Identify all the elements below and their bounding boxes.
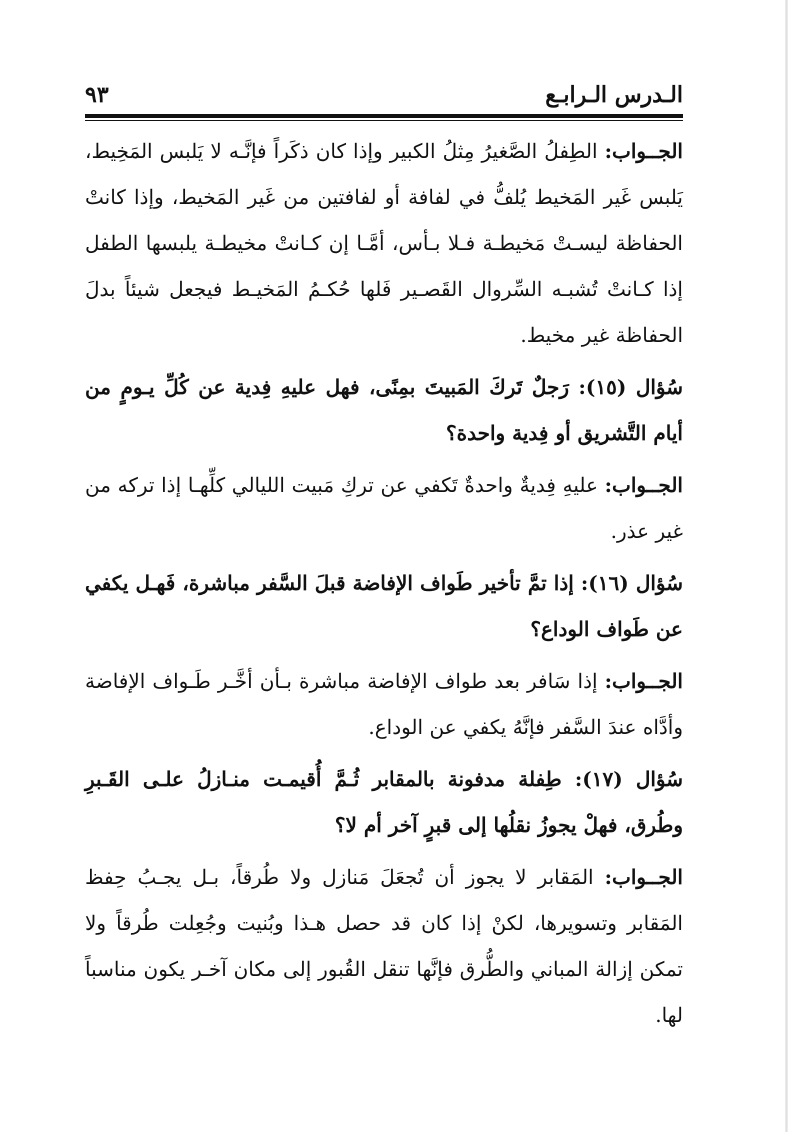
question-text: رَجلٌ تَركَ المَبيتَ بمِنًى، فهل عليهِ فِدية عن كُلِّ يـومٍ من أيام التَّشريق أو فِدية واحدة؟ — [85, 375, 683, 445]
answer-paragraph — [85, 854, 683, 1038]
answer-text: الطِفلُ الصَّغيرُ مِثلُ الكبير وإذا كان ذكَراً فإنَّـه لا يَلبس المَخِيط، يَلبس غَير المَخيط يُلفُّ في لفافة أو لفافتين من غَير المَخيط، وإذا كانتْ الحفاظة ليسـتْ مَخيطـة فـلا بـأس، أمَّـا إن كـانتْ مخيطـة يلبسها الطفل إذا كـانتْ تُشبـه السِّروال القَصـير فَلها حُكـمُ المَخيـط فيجعل شيئاً بدلَ الحفاظة غير مخيط. — [85, 139, 683, 347]
question-paragraph — [85, 756, 683, 848]
page-edge — [785, 0, 788, 1132]
answer-label: الجــواب: — [604, 139, 683, 163]
answer-label: الجــواب: — [604, 669, 683, 693]
answer-paragraph — [85, 658, 683, 750]
question-label: سُؤال (١٦): — [580, 571, 683, 595]
page-body — [85, 128, 683, 1038]
question-label: سُؤال (١٥): — [578, 375, 684, 399]
question-text: طِفلة مدفونة بالمقابر ثُـمَّ أُقيمـت منـازلُ علـى القَـبرِ وطُرق، فهلْ يجوزُ نقلُها إلى قبرٍ آخر أم لا؟ — [85, 767, 683, 837]
answer-text: عليهِ فِديةٌ واحدةٌ تَكفي عن تركِ مَبيت الليالي كلِّهـا إذا تركه من غير عذر. — [85, 473, 683, 543]
answer-label: الجــواب: — [604, 473, 683, 497]
answer-text: المَقابر لا يجوز أن تُجعَلَ مَنازل ولا طُرقاً، بـل يجـبُ حِفظ المَقابر وتسويرها، لكنْ إذا كان قد حصل هـذا وبُنيت وجُعِلت طُرقاً ولا تمكن إزالة المباني والطُّرق فإنَّها تنقل القُبور إلى مكان آخـر يكون مناسباً لها. — [85, 865, 683, 1027]
question-label: سُؤال (١٧): — [574, 767, 683, 791]
page-number: ٩٣ — [85, 82, 109, 108]
answer-label: الجــواب: — [604, 865, 683, 889]
question-paragraph — [85, 364, 683, 456]
header-rule-thick — [85, 114, 683, 118]
header-rule-thin — [85, 120, 683, 121]
question-paragraph — [85, 560, 683, 652]
answer-paragraph — [85, 128, 683, 358]
question-text: إذا تمَّ تأخير طَواف الإفاضة قبلَ السَّفر مباشرة، فَهـل يكفي عن طَواف الوداع؟ — [85, 571, 683, 641]
chapter-title: الـدرس الـرابـع — [545, 82, 683, 108]
answer-paragraph — [85, 462, 683, 554]
answer-text: إذا سَافر بعد طواف الإفاضة مباشرة بـأن أخَّـر طَـواف الإفاضة وأدَّاه عندَ السَّفر فإنَّهُ يكفي عن الوداع. — [85, 669, 683, 739]
page-header — [85, 80, 683, 110]
